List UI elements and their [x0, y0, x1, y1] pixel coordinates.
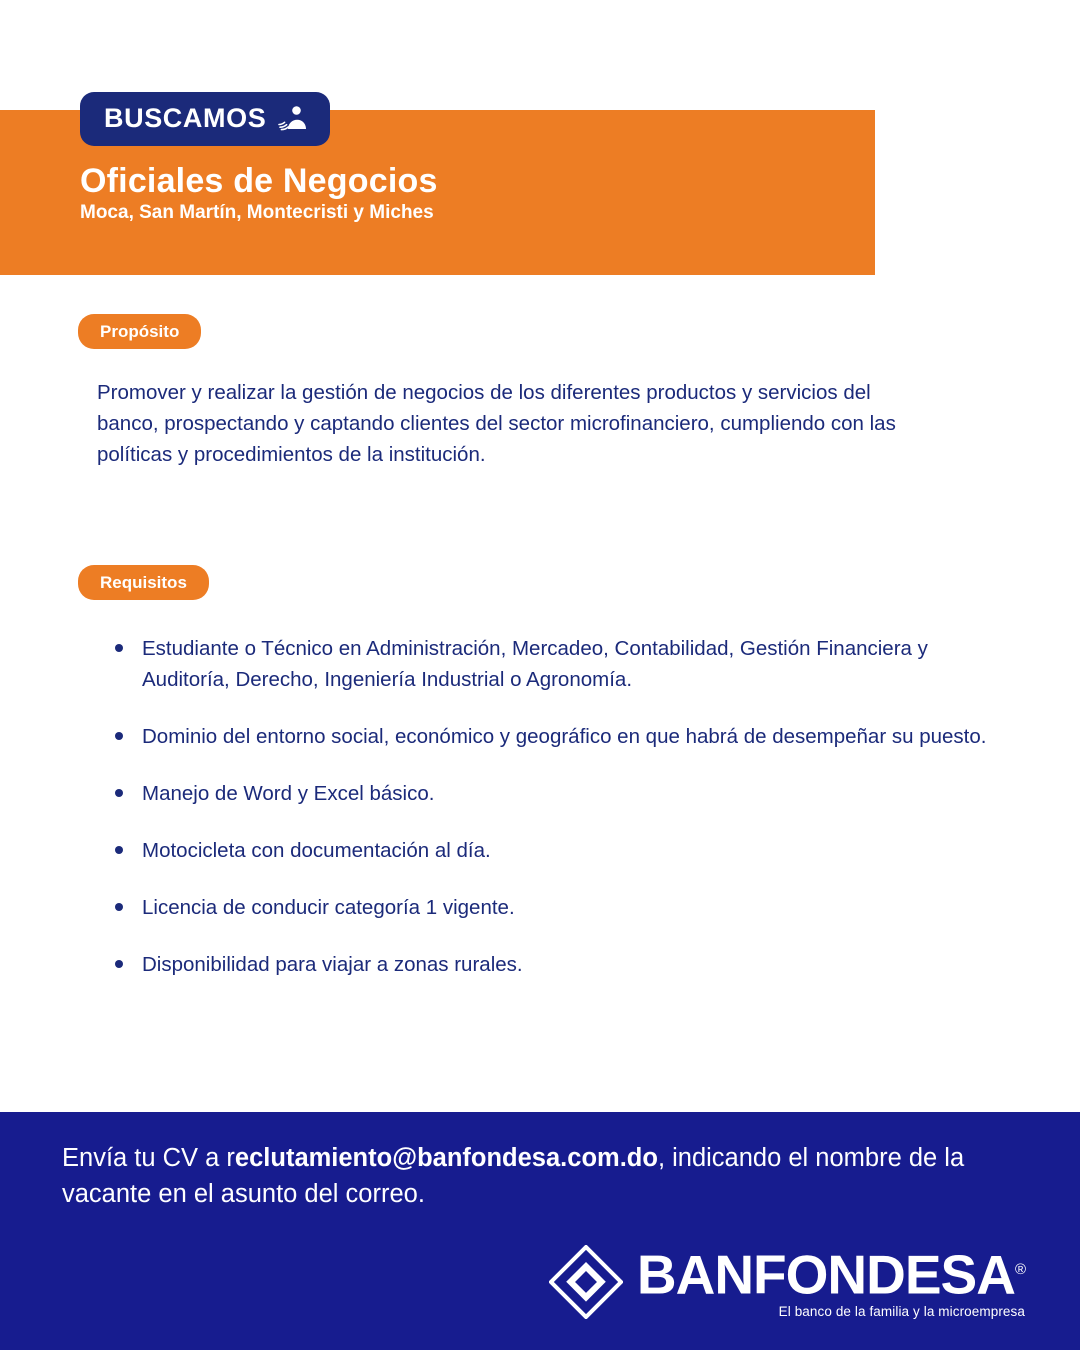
section-tag-requisitos: Requisitos [78, 565, 209, 600]
logo-wordmark [637, 1241, 1025, 1303]
diamond-logo-icon [549, 1245, 623, 1319]
company-logo [549, 1241, 1025, 1320]
requirement-text: Manejo de Word y Excel básico. [142, 782, 435, 805]
requirement-text: Motocicleta con documentación al día. [142, 839, 491, 862]
requirement-text: Licencia de conducir categoría 1 vigente. [142, 896, 515, 919]
bullet-icon [115, 960, 123, 968]
logo-registered-mark: ® [1014, 1260, 1025, 1278]
bullet-icon [115, 644, 123, 652]
footer-email[interactable]: eclutamiento@banfondesa.com.do [234, 1144, 658, 1172]
requirement-item [97, 633, 987, 695]
footer-band [0, 1112, 1080, 1350]
bullet-icon [115, 732, 123, 740]
requirement-item [97, 778, 987, 809]
requirement-item [97, 721, 987, 752]
footer-text-after: , indicando el nombre de la vacante en el asunto del correo. [62, 1144, 965, 1208]
page-title: Oficiales de Negocios [80, 162, 438, 200]
person-search-icon [278, 105, 306, 131]
bullet-icon [115, 903, 123, 911]
requirements-list [97, 633, 987, 1006]
purpose-text: Promover y realizar la gestión de negocios de los diferentes productos y servicios del banco, prospectando y captando clientes del sector microfinanciero, cumpliendo con las políticas y procedimientos de la institución. [97, 381, 896, 466]
buscamos-badge [80, 92, 330, 146]
logo-tagline: El banco de la familia y la microempresa [778, 1304, 1025, 1319]
logo-name: BANFONDESA [636, 1243, 1015, 1305]
requirement-text: Disponibilidad para viajar a zonas rurales. [142, 953, 523, 976]
buscamos-label: BUSCAMOS [104, 102, 267, 133]
requirement-item [97, 835, 987, 866]
requirement-item [97, 892, 987, 923]
requirement-text: Estudiante o Técnico en Administración, Mercadeo, Contabilidad, Gestión Financiera y Auditoría, Derecho, Ingeniería Industrial o Agronomía. [142, 637, 928, 691]
requirement-item [97, 949, 987, 980]
section-tag-proposito: Propósito [78, 314, 201, 349]
footer-contact-text [62, 1140, 1022, 1212]
bullet-icon [115, 846, 123, 854]
requirement-text: Dominio del entorno social, económico y geográfico en que habrá de desempeñar su puesto. [142, 725, 987, 748]
bullet-icon [115, 789, 123, 797]
job-locations: Moca, San Martín, Montecristi y Miches [80, 202, 434, 223]
footer-text-before: Envía tu CV a r [62, 1144, 235, 1172]
